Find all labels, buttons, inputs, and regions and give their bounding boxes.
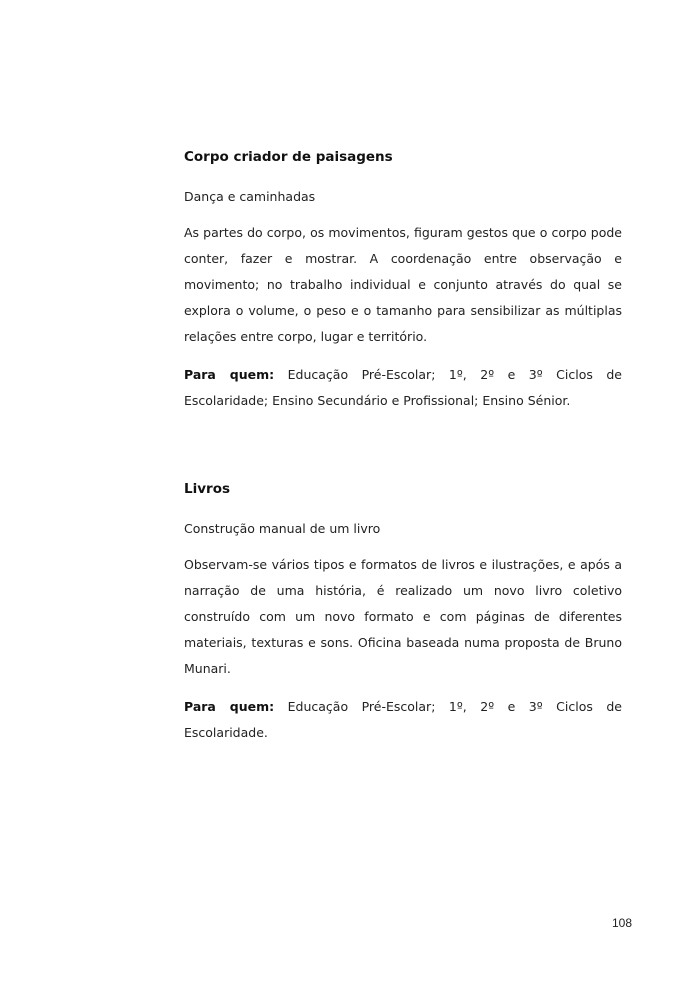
section-title: Corpo criador de paisagens: [184, 149, 393, 165]
section-body: As partes do corpo, os movimentos, figuram gestos que o corpo pode conter, fazer e mostrar. A coordenação entre observação e movimento; no trabalho individual e conjunto através do qual se explora o volume, o peso e o tamanho para sensibilizar as múltiplas relações entre corpo, lugar e território.: [184, 225, 622, 344]
audience-label: Para quem:: [184, 367, 275, 382]
section-audience: [184, 694, 622, 746]
audience-label: Para quem:: [184, 699, 275, 714]
section-corpo-criador: [184, 148, 622, 414]
section-livros: [184, 480, 622, 746]
section-title: Livros: [184, 481, 230, 497]
page-number: 108: [612, 916, 633, 930]
audience-text: Educação Pré-Escolar; 1º, 2º e 3º Ciclos de Escolaridade.: [184, 699, 622, 740]
section-audience: [184, 362, 622, 414]
section-subtitle: Construção manual de um livro: [184, 521, 381, 536]
audience-text: Educação Pré-Escolar; 1º, 2º e 3º Ciclos de Escolaridade; Ensino Secundário e Profissional; Ensino Sénior.: [184, 367, 622, 408]
section-body: Observam-se vários tipos e formatos de livros e ilustrações, e após a narração de uma história, é realizado um novo livro coletivo construído com um novo formato e com páginas de diferentes materiais, texturas e sons. Oficina baseada numa proposta de Bruno Munari.: [184, 557, 622, 676]
section-subtitle: Dança e caminhadas: [184, 189, 316, 204]
